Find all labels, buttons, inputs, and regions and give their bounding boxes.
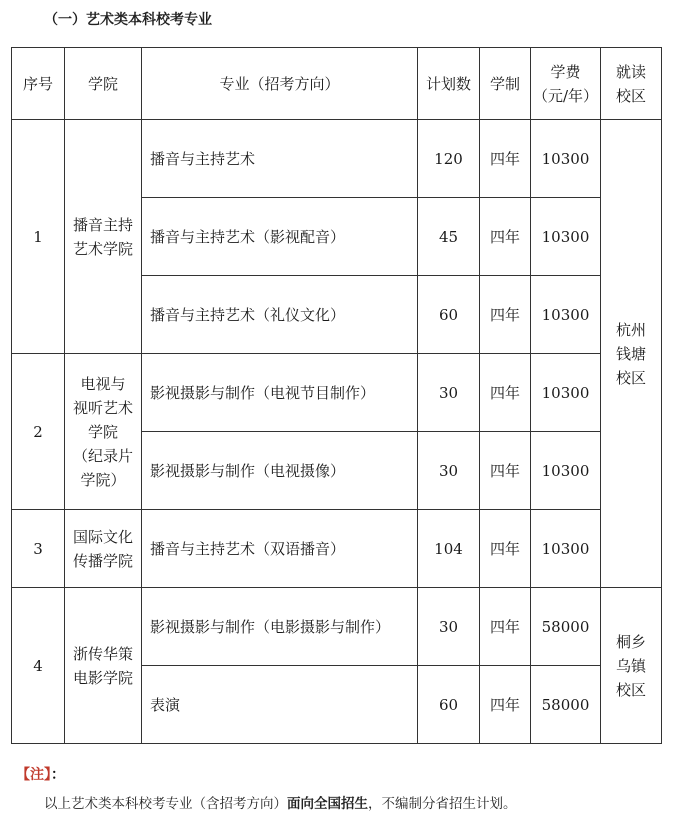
header-years: 学制: [480, 48, 531, 120]
header-fee: 学费 （元/年）: [531, 48, 601, 120]
cell-years: 四年: [480, 666, 531, 744]
header-major: 专业（招考方向）: [142, 48, 418, 120]
cell-campus: 桐乡 乌镇 校区: [601, 588, 662, 744]
cell-major: 影视摄影与制作（电影摄影与制作）: [142, 588, 418, 666]
cell-years: 四年: [480, 276, 531, 354]
cell-major: 播音与主持艺术（影视配音）: [142, 198, 418, 276]
cell-major: 影视摄影与制作（电视摄像）: [142, 432, 418, 510]
table-row: [12, 120, 662, 198]
table-row: [12, 588, 662, 666]
cell-fee: 58000: [531, 666, 601, 744]
cell-plan: 60: [418, 276, 480, 354]
cell-index: 4: [12, 588, 65, 744]
admissions-table: [11, 47, 662, 744]
header-college: 学院: [65, 48, 142, 120]
cell-fee: 58000: [531, 588, 601, 666]
note-text: [44, 792, 517, 812]
cell-college: 电视与 视听艺术 学院 （纪录片 学院）: [65, 354, 142, 510]
cell-years: 四年: [480, 510, 531, 588]
table-row: [12, 510, 662, 588]
cell-plan: 30: [418, 432, 480, 510]
cell-college: 浙传华策 电影学院: [65, 588, 142, 744]
cell-major: 影视摄影与制作（电视节目制作）: [142, 354, 418, 432]
note-text-after: ，不编制分省招生计划。: [368, 796, 517, 812]
cell-fee: 10300: [531, 120, 601, 198]
cell-years: 四年: [480, 588, 531, 666]
header-plan: 计划数: [418, 48, 480, 120]
cell-plan: 30: [418, 588, 480, 666]
header-campus: 就读 校区: [601, 48, 662, 120]
cell-plan: 104: [418, 510, 480, 588]
cell-years: 四年: [480, 120, 531, 198]
cell-fee: 10300: [531, 276, 601, 354]
note-label: [16, 764, 65, 784]
cell-college: 播音主持 艺术学院: [65, 120, 142, 354]
cell-major: 播音与主持艺术: [142, 120, 418, 198]
cell-years: 四年: [480, 432, 531, 510]
cell-fee: 10300: [531, 432, 601, 510]
cell-campus: 杭州 钱塘 校区: [601, 120, 662, 588]
cell-plan: 30: [418, 354, 480, 432]
cell-fee: 10300: [531, 510, 601, 588]
table-row: [12, 354, 662, 432]
cell-index: 3: [12, 510, 65, 588]
cell-plan: 60: [418, 666, 480, 744]
cell-index: 1: [12, 120, 65, 354]
cell-years: 四年: [480, 198, 531, 276]
cell-major: 播音与主持艺术（双语播音）: [142, 510, 418, 588]
cell-plan: 45: [418, 198, 480, 276]
section-title: （一）艺术类本科校考专业: [44, 12, 212, 28]
header-index: 序号: [12, 48, 65, 120]
note-text-bold: 面向全国招生: [287, 796, 368, 812]
cell-plan: 120: [418, 120, 480, 198]
cell-fee: 10300: [531, 198, 601, 276]
note-label-bracket: 【注】: [16, 767, 51, 783]
cell-years: 四年: [480, 354, 531, 432]
note-label-colon: ：: [51, 767, 65, 783]
note-text-before: 以上艺术类本科校考专业（含招考方向）: [44, 796, 287, 812]
cell-college: 国际文化 传播学院: [65, 510, 142, 588]
cell-index: 2: [12, 354, 65, 510]
table-header-row: [12, 48, 662, 120]
cell-major: 表演: [142, 666, 418, 744]
cell-fee: 10300: [531, 354, 601, 432]
cell-major: 播音与主持艺术（礼仪文化）: [142, 276, 418, 354]
